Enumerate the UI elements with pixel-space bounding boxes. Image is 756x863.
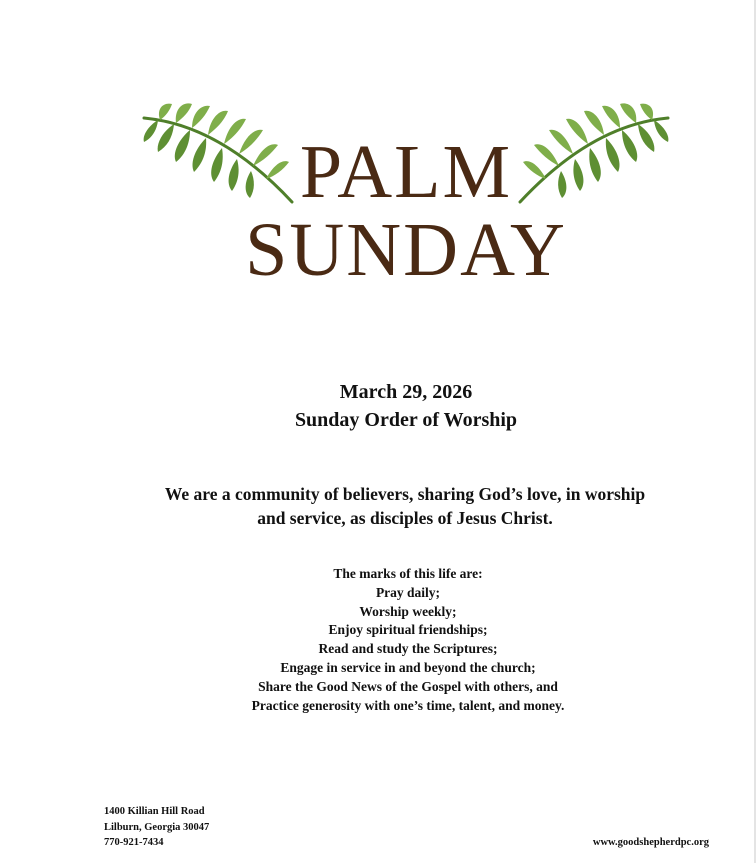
title-palm: PALM [299, 130, 513, 214]
marks-item: Share the Good News of the Gospel with others, and [258, 678, 558, 694]
service-heading [0, 378, 756, 434]
mission-statement [125, 482, 685, 530]
address-city: Lilburn, Georgia 30047 [104, 821, 210, 833]
marks-item: Practice generosity with one’s time, talent, and money. [251, 697, 565, 713]
marks-item: Engage in service in and beyond the church; [280, 659, 536, 675]
marks-item: Worship weekly; [359, 603, 457, 619]
marks-intro: The marks of this life are: [333, 566, 483, 581]
marks-item: Enjoy spiritual friendships; [328, 622, 488, 638]
service-subtitle: Sunday Order of Worship [294, 409, 518, 431]
mission-line-2: and service, as disciples of Jesus Christ. [257, 508, 553, 528]
church-address [104, 804, 209, 851]
phone-number: 770-921-7434 [104, 837, 164, 848]
marks-item: Read and study the Scriptures; [318, 641, 498, 657]
title-sunday: SUNDAY [245, 208, 567, 292]
marks-list [208, 565, 608, 715]
website-url: www.goodshepherdpc.org [592, 837, 709, 848]
marks-item: Pray daily; [375, 584, 441, 600]
service-date: March 29, 2026 [339, 381, 473, 403]
palm-sunday-header [138, 98, 674, 308]
mission-line-1: We are a community of believers, sharing God’s love, in worship [164, 484, 646, 504]
address-street: 1400 Killian Hill Road [104, 806, 205, 817]
